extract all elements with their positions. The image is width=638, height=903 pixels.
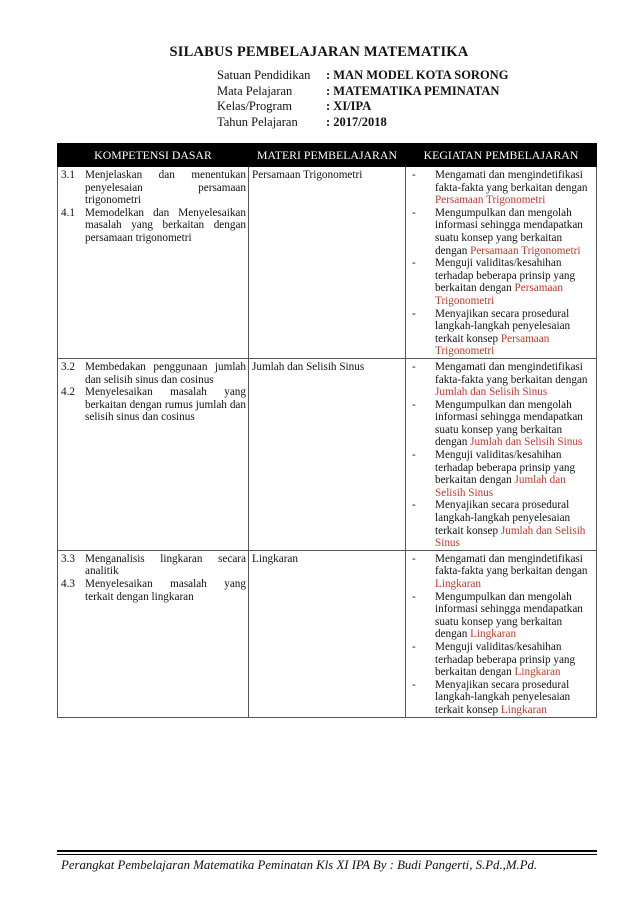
- activity-topic: Jumlah dan Selisih Sinus: [435, 386, 548, 399]
- info-label: Satuan Pendidikan: [217, 68, 311, 82]
- table-row: [58, 358, 597, 550]
- dash-marker: -: [412, 257, 416, 270]
- kd-item: [61, 361, 246, 386]
- dash-marker: -: [412, 640, 416, 653]
- header-kompetensi-dasar: KOMPETENSI DASAR: [58, 144, 249, 167]
- document-title: SILABUS PEMBELAJARAN MATEMATIKA: [169, 44, 469, 60]
- activity-text: Menyajikan secara prosedural langkah-langkah penyelesaian terkait konsep: [435, 307, 571, 345]
- activity-item: [409, 591, 594, 641]
- kegiatan-cell: [406, 358, 597, 550]
- activity-text: Menguji validitas/kesahihan terhadap beberapa prinsip yang berkaitan dengan: [435, 449, 576, 487]
- activity-item: [409, 641, 594, 679]
- kegiatan-cell: [406, 167, 597, 359]
- dash-marker: -: [412, 449, 416, 462]
- activity-topic: Persamaan Trigonometri: [435, 194, 546, 207]
- syllabus-table: [57, 143, 597, 718]
- activity-text: Menguji validitas/kesahihan terhadap beberapa prinsip yang berkaitan dengan: [435, 640, 576, 679]
- info-value: : XI/IPA: [326, 99, 372, 113]
- dash-marker: -: [412, 590, 416, 603]
- activity-item: [409, 207, 594, 257]
- activity-text: Mengamati dan mengindetifikasi fakta-fakta yang berkaitan dengan: [435, 360, 588, 386]
- activity-item: [409, 553, 594, 591]
- dash-marker: -: [412, 360, 416, 373]
- kd-number: 4.2: [61, 386, 75, 399]
- info-value: : MATEMATIKA PEMINATAN: [326, 83, 500, 98]
- activity-topic: Persamaan Trigonometri: [470, 244, 581, 257]
- kd-number: 3.1: [61, 169, 75, 181]
- kd-number: 3.3: [61, 552, 75, 565]
- activity-text: Menguji validitas/kesahihan terhadap beberapa prinsip yang berkaitan dengan: [435, 257, 576, 295]
- activity-topic: Persamaan Trigonometri: [435, 332, 550, 358]
- info-row-satuan: [217, 68, 508, 84]
- kd-item: [61, 553, 246, 578]
- kd-text: Menganalisis lingkaran secara analitik: [85, 552, 246, 578]
- header-materi-pembelajaran: MATERI PEMBELAJARAN: [249, 144, 406, 167]
- kd-number: 4.3: [61, 578, 75, 590]
- dash-marker: -: [412, 206, 416, 219]
- info-value: : 2017/2018: [326, 114, 387, 129]
- activity-topic: Jumlah dan Selisih Sinus: [435, 474, 566, 499]
- activity-topic: Jumlah dan Selisih Sinus: [470, 436, 583, 449]
- activity-text: Mengumpulkan dan mengolah informasi sehingga mendapatkan suatu konsep yang berkaitan dengan: [435, 206, 583, 257]
- info-value: : MAN MODEL KOTA SORONG: [326, 68, 509, 82]
- dash-marker: -: [412, 307, 416, 320]
- table-row: [58, 167, 597, 359]
- info-label: Kelas/Program: [217, 99, 292, 113]
- info-label: Tahun Pelajaran: [217, 114, 298, 129]
- activity-text: Menyajikan secara prosedural langkah-langkah penyelesaian terkait konsep: [435, 499, 571, 537]
- activity-topic: Jumlah dan Selisih Sinus: [435, 524, 586, 550]
- activity-item: [409, 308, 594, 358]
- info-label: Mata Pelajaran: [217, 83, 293, 98]
- kd-text: Memodelkan dan Menyelesaikan masalah yang berkaitan dengan persamaan trigonometri: [85, 206, 246, 244]
- activity-item: [409, 257, 594, 307]
- kd-cell: [58, 550, 249, 717]
- kd-text: Menyelesaikan masalah yang berkaitan dengan rumus jumlah dan selisih sinus dan cosinus: [85, 386, 246, 424]
- activity-item: [409, 449, 594, 499]
- kd-cell: [58, 358, 249, 550]
- footer-divider-thick: [57, 850, 597, 852]
- info-block: [217, 68, 508, 130]
- activity-topic: Lingkaran: [500, 703, 547, 716]
- info-row-mapel: [217, 84, 508, 100]
- activity-topic: Lingkaran: [470, 628, 517, 641]
- activity-text: Mengumpulkan dan mengolah informasi sehingga mendapatkan suatu konsep yang berkaitan dengan: [435, 398, 583, 449]
- footer-divider-thin: [57, 854, 597, 855]
- materi-cell: Lingkaran: [249, 550, 406, 717]
- kd-text: Menjelaskan dan menentukan penyelesaian persamaan trigonometri: [85, 169, 246, 207]
- dash-marker: -: [412, 169, 416, 181]
- kd-item: [61, 578, 246, 603]
- activity-topic: Persamaan Trigonometri: [435, 282, 563, 307]
- header-kegiatan-pembelajaran: KEGIATAN PEMBELAJARAN: [406, 144, 597, 167]
- kegiatan-cell: [406, 550, 597, 717]
- activity-text: Menyajikan secara prosedural langkah-langkah penyelesaian terkait konsep: [435, 678, 571, 716]
- kd-item: [61, 169, 246, 207]
- dash-marker: -: [412, 552, 416, 565]
- info-row-kelas: [217, 99, 508, 115]
- kd-number: 4.1: [61, 206, 75, 219]
- page-footer: Perangkat Pembelajaran Matematika Peminatan Kls XI IPA By : Budi Pangerti, S.Pd.,M.Pd.: [61, 858, 538, 872]
- activity-text: Mengamati dan mengindetifikasi fakta-fakta yang berkaitan dengan: [435, 169, 588, 194]
- table-row: [58, 550, 597, 717]
- activity-item: [409, 399, 594, 449]
- activity-item: [409, 499, 594, 549]
- kd-number: 3.2: [61, 360, 75, 373]
- activity-topic: Lingkaran: [435, 578, 481, 590]
- activity-topic: Lingkaran: [514, 666, 561, 679]
- materi-cell: Persamaan Trigonometri: [249, 167, 406, 359]
- kd-text: Membedakan penggunaan jumlah dan selisih sinus dan cosinus: [85, 360, 246, 386]
- dash-marker: -: [412, 678, 416, 691]
- materi-cell: Jumlah dan Selisih Sinus: [249, 358, 406, 550]
- kd-item: [61, 207, 246, 245]
- kd-text: Menyelesaikan masalah yang terkait dengan lingkaran: [85, 578, 246, 603]
- dash-marker: -: [412, 398, 416, 411]
- activity-text: Mengamati dan mengindetifikasi fakta-fakta yang berkaitan dengan: [435, 552, 588, 578]
- kd-cell: [58, 167, 249, 359]
- activity-item: [409, 679, 594, 717]
- kd-item: [61, 386, 246, 424]
- dash-marker: -: [412, 499, 416, 512]
- table-header-row: [58, 144, 597, 167]
- info-row-tahun: [217, 115, 508, 131]
- activity-text: Mengumpulkan dan mengolah informasi sehingga mendapatkan suatu konsep yang berkaitan dengan: [435, 590, 583, 641]
- activity-item: [409, 169, 594, 207]
- activity-item: [409, 361, 594, 399]
